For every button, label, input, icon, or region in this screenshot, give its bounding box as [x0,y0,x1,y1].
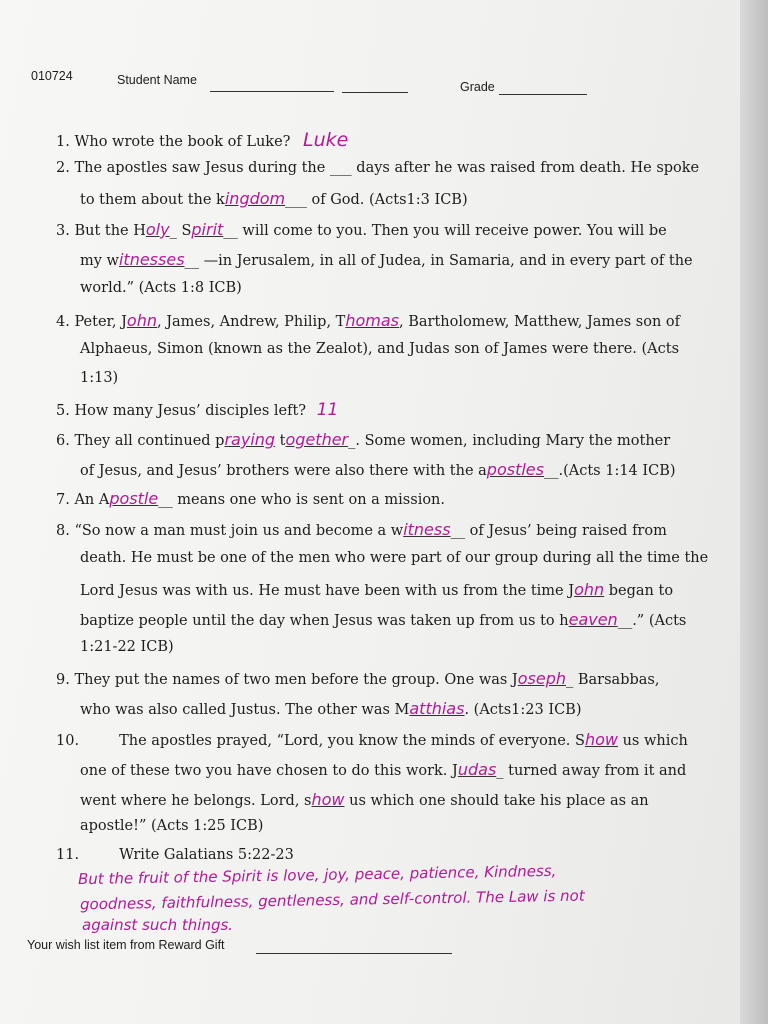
question-10: 10. The apostles prayed, “Lord, you know the minds of everyone. Show us which [56,730,688,749]
answer-1: Luke [303,129,349,151]
wish-list-label: Your wish list item from Reward Gift [27,938,225,952]
desk-background [740,0,768,1024]
question-2-line-2: to them about the kingdom___ of God. (Acts1:3 ICB) [80,189,468,208]
question-3-line-3: world.” (Acts 1:8 ICB) [80,280,242,296]
worksheet-code: 010724 [31,69,73,83]
question-4: 4. Peter, John, James, Andrew, Philip, Thomas, Bartholomew, Matthew, James son of [56,311,680,330]
student-name-line-first [210,91,334,92]
question-8-line-5: 1:21-22 ICB) [80,639,174,655]
question-3-line-2: my witnesses__ —in Jerusalem, in all of Judea, in Samaria, and in every part of the [80,250,693,269]
question-4-line-3: 1:13) [80,370,119,386]
student-name-line-last [342,92,408,93]
question-8-line-4: baptize people until the day when Jesus was taken up from us to heaven__.” (Acts [80,610,687,629]
question-9-line-2: who was also called Justus. The other was Matthias. (Acts1:23 ICB) [80,699,582,718]
question-6-line-2: of Jesus, and Jesus’ brothers were also there with the apostles__.(Acts 1:14 ICB) [80,460,676,479]
question-10-line-2: one of these two you have chosen to do this work. Judas_ turned away from it and [80,760,687,779]
wish-list-line [256,953,452,954]
question-7: 7. An Apostle__ means one who is sent on a mission. [56,489,446,508]
question-2: 2. The apostles saw Jesus during the ___ days after he was raised from death. He spoke [56,160,700,176]
student-name-label: Student Name [117,73,197,87]
answer-5: 11 [316,400,339,420]
grade-label: Grade [460,80,495,94]
question-5: 5. How many Jesus’ disciples left? 11 [56,400,339,420]
grade-line [499,94,587,95]
question-11: 11. Write Galatians 5:22-23 [56,847,294,863]
question-10-line-4: apostle!” (Acts 1:25 ICB) [80,818,264,834]
question-1: 1. Who wrote the book of Luke? Luke [56,129,349,151]
answer-11-line-1: But the fruit of the Spirit is love, joy, peace, patience, Kindness, [77,861,557,889]
question-9: 9. They put the names of two men before the group. One was Joseph_ Barsabbas, [56,669,660,688]
question-8-line-3: Lord Jesus was with us. He must have been with us from the time John began to [80,580,674,599]
question-4-line-2: Alphaeus, Simon (known as the Zealot), and Judas son of James were there. (Acts [80,341,680,357]
question-8-line-2: death. He must be one of the men who were part of our group during all the time the [80,550,709,566]
question-10-line-3: went where he belongs. Lord, show us which one should take his place as an [80,790,649,809]
question-3: 3. But the Holy_ Spirit__ will come to you. Then you will receive power. You will be [56,220,667,239]
question-6: 6. They all continued praying together_. Some women, including Mary the mother [56,430,671,449]
answer-11-line-2: goodness, faithfulness, gentleness, and self-control. The Law is not [79,886,585,914]
question-8: 8. “So now a man must join us and become a witness__ of Jesus’ being raised from [56,520,667,539]
answer-11-line-3: against such things. [82,916,234,934]
